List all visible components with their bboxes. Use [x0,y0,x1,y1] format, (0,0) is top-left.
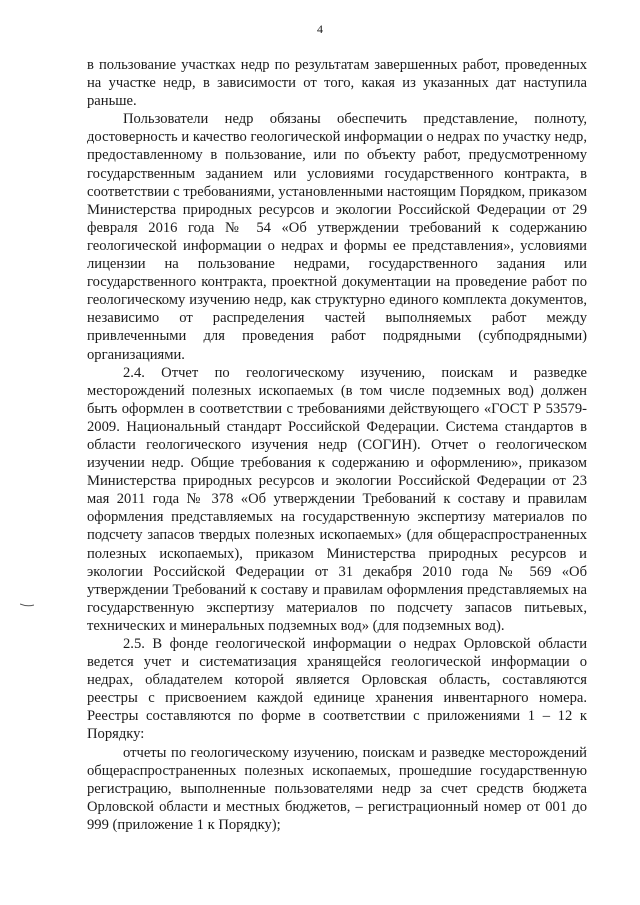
paragraph-2-4: 2.4. Отчет по геологическому изучению, поискам и разведке месторождений полезных ископаемых (в том числе подземных вод) должен быть оформлен в соответствии с требованиями действующего «ГОСТ Р 53579-2009. Национальный стандарт Российской Федерации. Система стандартов в области геологического изучения недр (СОГИН). Отчет о геологическом изучении недр. Общие требования к содержанию и оформлению», приказом Министерства природных ресурсов и экологии Российской Федерации от 23 мая 2011 года № 378 «Об утверждении Требований к составу и правилам оформления представляемых на государственную экспертизу материалов по подсчету запасов твердых полезных ископаемых» (для общераспространенных полезных ископаемых), приказом Министерства природных ресурсов и экологии Российской Федерации от 31 декабря 2010 года № 569 «Об утверждении Требований к составу и правилам оформления представляемых на государственную экспертизу материалов по подсчету запасов питьевых, технических и минеральных подземных вод» (для подземных вод). [87,364,587,634]
paragraph-subsoil-users: Пользователи недр обязаны обеспечить представление, полноту, достоверность и качество геологической информации о недрах по участку недр, предоставленному в пользование, или по объекту работ, предусмотренному государственным заданием или условиями государственного контракта, в соответствии с требованиями, установленными настоящим Порядком, приказом Министерства природных ресурсов и экологии Российской Федерации от 29 февраля 2016 года № 54 «Об утверждении требований к содержанию геологической информации о недрах и формы ее представления», условиями лицензии на пользование недрами, государственного задания или государственного контракта, проектной документации на проведение работ по геологическому изучению недр, как структурно единого комплекта документов, независимо от распределения частей выполняемых работ между привлеченными для проведения работ подрядными (субподрядными) организациями. [87,111,587,363]
paragraph-2-5: 2.5. В фонде геологической информации о недрах Орловской области ведется учет и систематизация хранящейся геологической информации о недрах, обладателем которой является Орловская область, составляются реестры с присвоением каждой единице хранения инвентарного номера. Реестры составляются по форме в соответствии с приложениями 1 – 12 к Порядку: [87,636,587,743]
page-number: 4 [317,22,323,36]
paragraph-reports-list-item: отчеты по геологическому изучению, поискам и разведке месторождений общераспространенных полезных ископаемых, прошедшие государственную регистрацию, выполненные пользователями недр за счет средств бюджета Орловской области и местных бюджетов, – регистрационный номер от 001 до 999 (приложение 1 к Порядку); [87,744,587,833]
document-body [87,56,587,834]
scan-mark [20,603,34,607]
paragraph-continuation: в пользование участках недр по результатам завершенных работ, проведенных на участке недр, в зависимости от того, какая из указанных дат наступила раньше. [87,57,587,110]
